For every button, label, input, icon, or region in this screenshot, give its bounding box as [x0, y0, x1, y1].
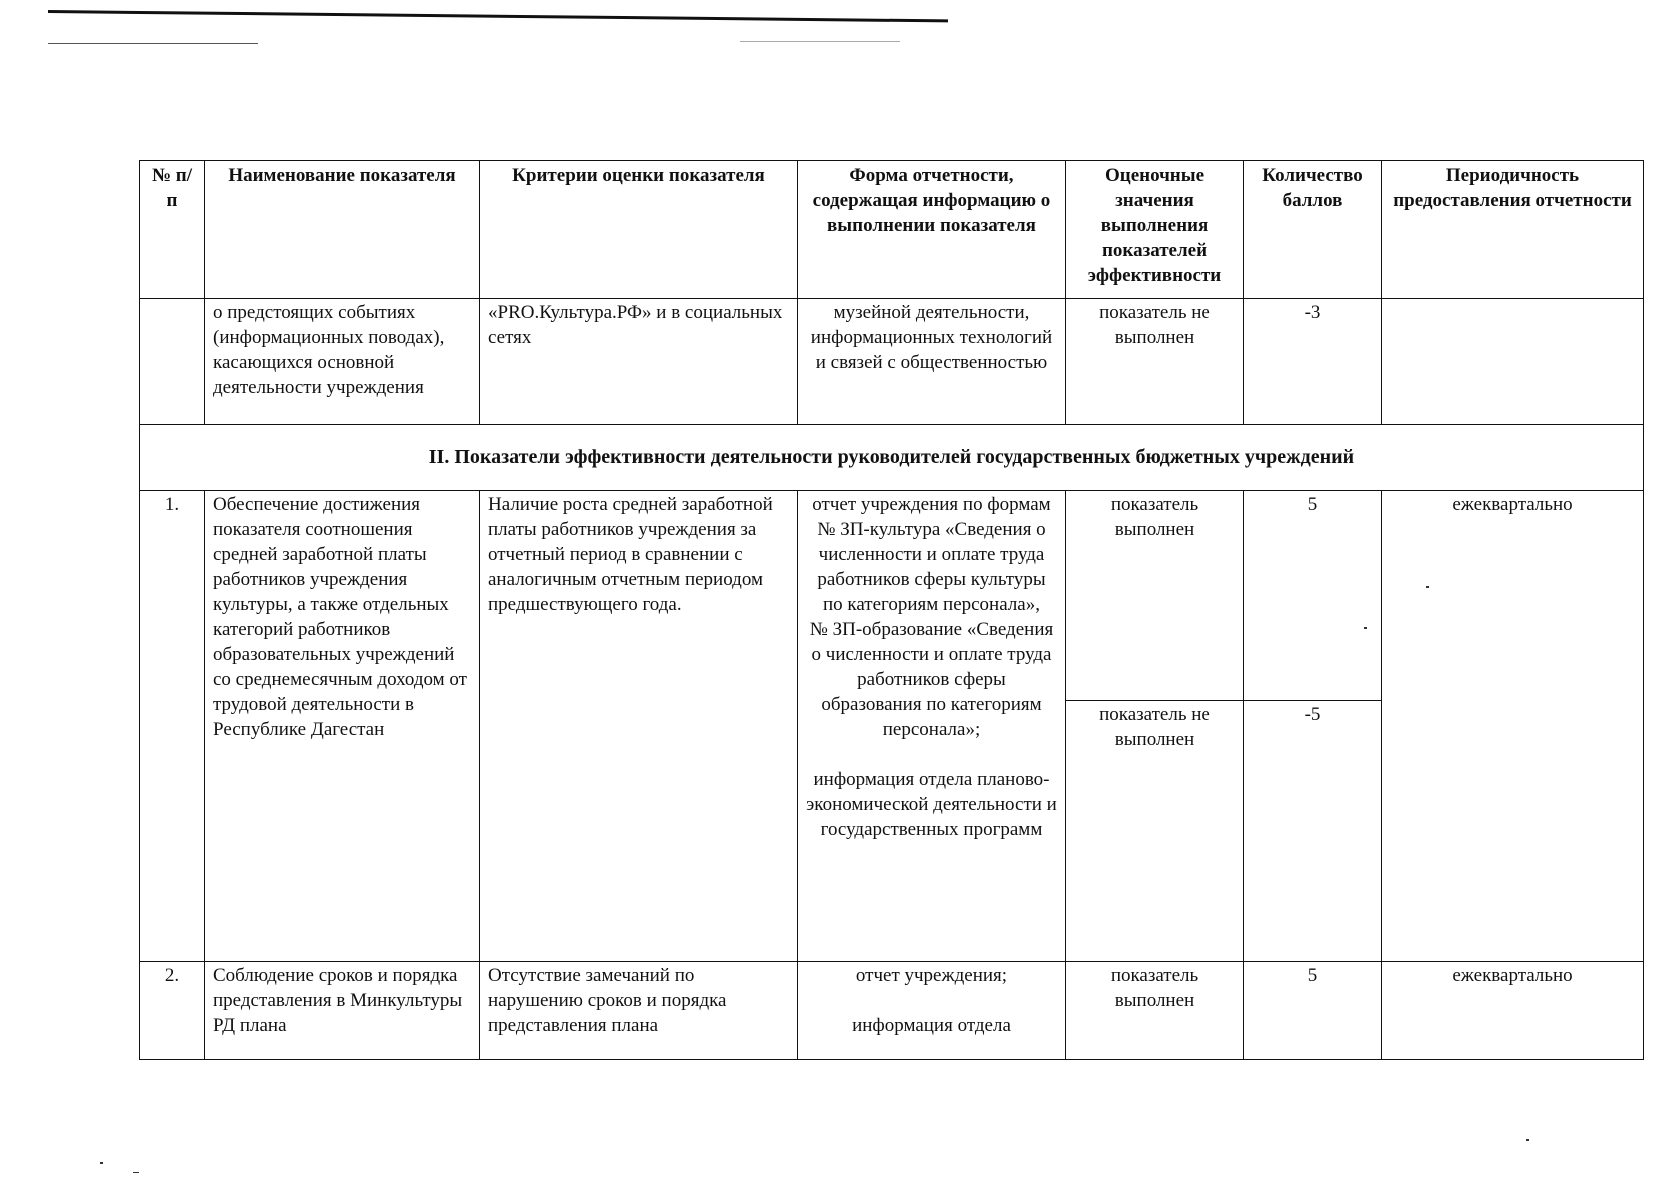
scan-faint-rule-center [740, 41, 900, 42]
indicator-criteria: Наличие роста средней заработной платы работников учреждения за отчетный период в сравнении с аналогичным отчетным периодом предшествующего года. [480, 491, 798, 962]
reporting-form-line: информация отдела [852, 1015, 1011, 1036]
cell-num [140, 299, 205, 425]
header-values: Оценочные значения выполнения показателей эффективности [1066, 161, 1244, 299]
cell-criteria: «PRO.Культура.РФ» и в социальных сетях [480, 299, 798, 425]
indicator-name: Обеспечение достижения показателя соотношения средней заработной платы работников учреждения культуры, а также отдельных категорий работников образовательных учреждений со среднемесячным доходом от трудовой деятельности в Республике Дагестан [205, 491, 480, 962]
value-fulfilled: показатель выполнен [1066, 962, 1244, 1060]
value-fulfilled: показатель выполнен [1066, 491, 1244, 701]
cell-name: о предстоящих событиях (информационных поводах), касающихся основной деятельности учреждения [205, 299, 480, 425]
header-criteria: Критерии оценки показателя [480, 161, 798, 299]
header-name: Наименование показателя [205, 161, 480, 299]
header-points: Количество баллов [1244, 161, 1382, 299]
reporting-form-line: информация отдела планово-экономической деятельности и государственных программ [806, 769, 1057, 840]
table-row-2 [140, 962, 1644, 1060]
reporting-form [798, 491, 1066, 962]
row-number: 1. [140, 491, 205, 962]
section-title: II. Показатели эффективности деятельности руководителей государственных бюджетных учреждений [140, 425, 1644, 491]
reporting-form-line: № ЗП-образование «Сведения о численности и оплате труда работников сферы образования по категориям персонала»; [809, 619, 1054, 740]
cell-form: музейной деятельности, информационных технологий и связей с общественностью [798, 299, 1066, 425]
header-num: № п/п [140, 161, 205, 299]
points-fulfilled: 5 [1244, 491, 1382, 701]
indicators-table [139, 160, 1644, 1060]
section-heading-row [140, 425, 1644, 491]
indicator-name: Соблюдение сроков и порядка представления в Минкультуры РД плана [205, 962, 480, 1060]
cell-value: показатель не выполнен [1066, 299, 1244, 425]
reporting-form-line: отчет учреждения по формам № ЗП-культура «Сведения о численности и оплате труда работников сферы культуры по категориям персонала», [812, 494, 1051, 615]
row-number: 2. [140, 962, 205, 1060]
header-period: Периодичность предоставления отчетности [1382, 161, 1644, 299]
table-row-1a [140, 491, 1644, 701]
cell-points: -3 [1244, 299, 1382, 425]
scan-faint-rule-left [48, 43, 258, 44]
indicator-criteria: Отсутствие замечаний по нарушению сроков и порядка представления плана [480, 962, 798, 1060]
table-header-row [140, 161, 1644, 299]
header-form: Форма отчетности, содержащая информацию о выполнении показателя [798, 161, 1066, 299]
reporting-period: ежеквартально [1382, 491, 1644, 962]
points-fulfilled: 5 [1244, 962, 1382, 1060]
reporting-form-line: отчет учреждения; [855, 965, 1008, 986]
scan-top-rule [48, 10, 948, 22]
points-not-fulfilled: -5 [1244, 701, 1382, 962]
value-not-fulfilled: показатель не выполнен [1066, 701, 1244, 962]
reporting-form [798, 962, 1066, 1060]
reporting-period: ежеквартально [1382, 962, 1644, 1060]
cell-period [1382, 299, 1644, 425]
table-row-continued [140, 299, 1644, 425]
